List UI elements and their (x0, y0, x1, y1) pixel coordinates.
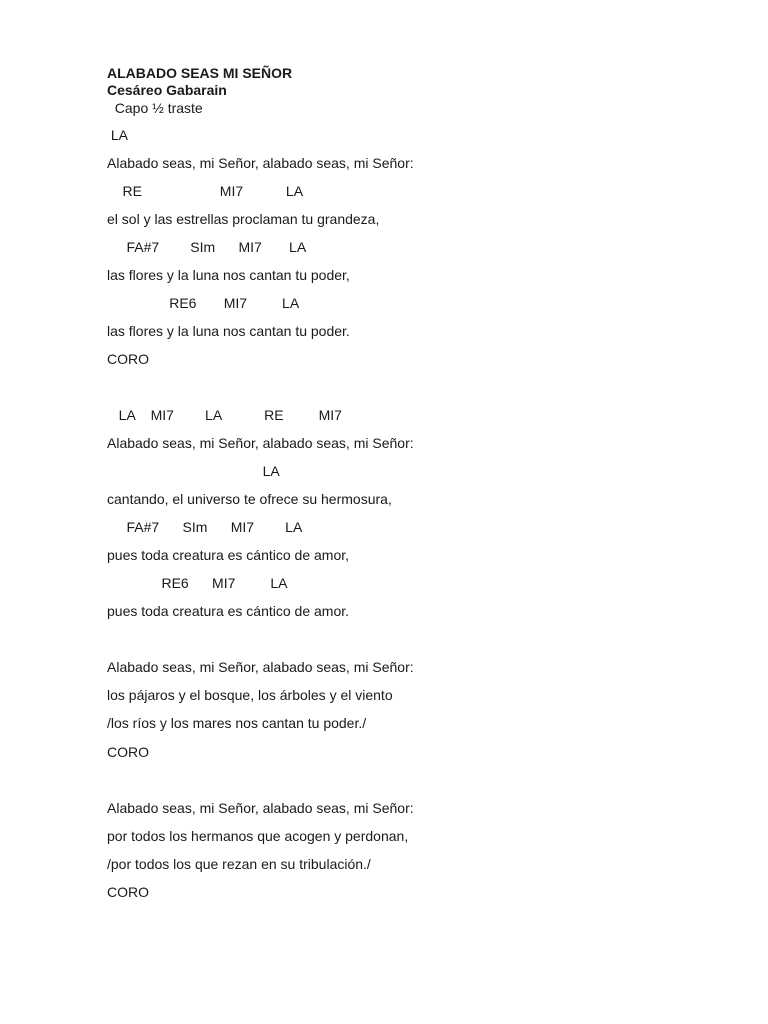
lyric-line: las flores y la luna nos cantan tu poder. (107, 323, 350, 339)
chorus-marker: CORO (107, 884, 149, 900)
chord-line: RE6 MI7 LA (107, 295, 300, 311)
lyric-line: las flores y la luna nos cantan tu poder, (107, 267, 350, 283)
lyric-line: Alabado seas, mi Señor, alabado seas, mi Señor: (107, 800, 414, 816)
chord-line: RE6 MI7 LA (107, 575, 288, 591)
lyric-line: Alabado seas, mi Señor, alabado seas, mi Señor: (107, 659, 414, 675)
chord-line: FA#7 SIm MI7 LA (107, 519, 303, 535)
song-author: Cesáreo Gabarain (107, 82, 227, 98)
capo-note: Capo ½ traste (107, 100, 203, 116)
lyric-line: pues toda creatura es cántico de amor, (107, 547, 350, 563)
lyric-line: /los ríos y los mares nos cantan tu poder./ (107, 715, 367, 731)
lyric-line: el sol y las estrellas proclaman tu grandeza, (107, 211, 380, 227)
chord-line: RE MI7 LA (107, 183, 304, 199)
chord-line: LA (107, 463, 280, 479)
lyric-line: Alabado seas, mi Señor, alabado seas, mi Señor: (107, 155, 414, 171)
lyric-line: los pájaros y el bosque, los árboles y el viento (107, 687, 393, 703)
lyric-line: por todos los hermanos que acogen y perdonan, (107, 828, 409, 844)
chorus-marker: CORO (107, 744, 149, 760)
chord-line: LA MI7 LA RE MI7 (107, 407, 342, 423)
chorus-marker: CORO (107, 351, 149, 367)
lyric-line: Alabado seas, mi Señor, alabado seas, mi Señor: (107, 435, 414, 451)
lyric-line: cantando, el universo te ofrece su hermosura, (107, 491, 392, 507)
song-title: ALABADO SEAS MI SEÑOR (107, 65, 293, 81)
chord-line: FA#7 SIm MI7 LA (107, 239, 307, 255)
chord-line: LA (107, 127, 129, 143)
lyric-line: pues toda creatura es cántico de amor. (107, 603, 350, 619)
lyric-line: /por todos los que rezan en su tribulación./ (107, 856, 371, 872)
